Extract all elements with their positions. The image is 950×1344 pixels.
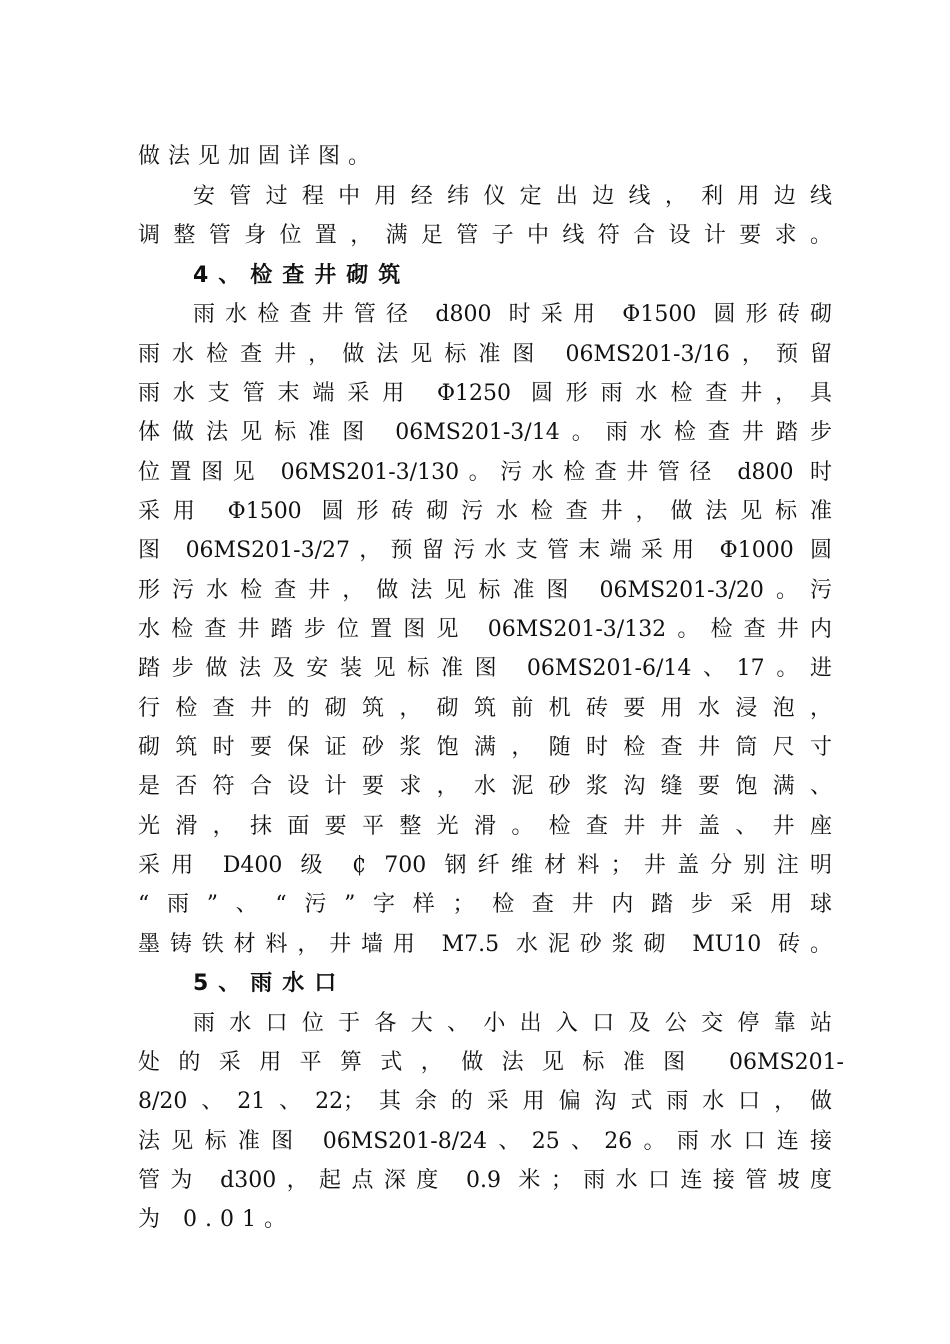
paragraph-line: 为 0.01。 (138, 1207, 294, 1232)
paragraph-line: 踏步做法及安装见标准图 06MS201-6/14、17。进 (138, 656, 832, 681)
section-heading: 4、检查井砌筑 (193, 263, 411, 288)
paragraph-line: 雨水检查井管径 d800 时采用 Φ1500 圆形砖砌 (193, 302, 832, 327)
paragraph-line: 雨水检查井，做法见标准图 06MS201-3/16，预留 (138, 342, 832, 367)
paragraph-line: 水检查井踏步位置图见 06MS201-3/132。检查井内 (138, 617, 832, 642)
paragraph-line: 是否符合设计要求，水泥砂浆沟缝要饱满、 (138, 774, 832, 799)
paragraph-line: 法见标准图 06MS201-8/24、25、26。雨水口连接 (138, 1129, 832, 1154)
section-heading: 5、雨水口 (193, 971, 347, 996)
paragraph-line: 砌筑时要保证砂浆饱满，随时检查井筒尺寸 (138, 735, 832, 760)
paragraph-line: 位置图见 06MS201-3/130。污水检查井管径 d800 时 (138, 460, 832, 485)
paragraph-line: 体做法见标准图 06MS201-3/14。雨水检查井踏步 (138, 420, 832, 445)
paragraph-line: 采用 D400 级 ₵ 700 钢纤维材料；井盖分别注明 (138, 853, 832, 878)
paragraph-line: 图 06MS201-3/27，预留污水支管末端采用 Φ1000 圆 (138, 538, 832, 563)
paragraph-line: 雨水支管末端采用 Φ1250 圆形雨水检查井，具 (138, 381, 832, 406)
paragraph-line: 形污水检查井，做法见标准图 06MS201-3/20。污 (138, 578, 832, 603)
paragraph-line: 采用 Φ1500 圆形砖砌污水检查井，做法见标准 (138, 499, 832, 524)
paragraph-line: 管为 d300，起点深度 0.9 米；雨水口连接管坡度 (138, 1168, 832, 1193)
paragraph-line: 光滑，抹面要平整光滑。检查井井盖、井座 (138, 814, 832, 839)
paragraph-line: “雨”、“污”字样；检查井内踏步采用球 (138, 892, 832, 917)
paragraph-line: 调整管身位置，满足管子中线符合设计要求。 (138, 223, 832, 248)
paragraph-line: 雨水口位于各大、小出入口及公交停靠站 (193, 1011, 832, 1036)
paragraph-line: 做法见加固详图。 (138, 144, 379, 169)
paragraph-line: 8/20、21、22；其余的采用偏沟式雨水口，做 (138, 1089, 832, 1114)
paragraph-line: 墨铸铁材料，井墙用 M7.5 水泥砂浆砌 MU10 砖。 (138, 932, 832, 957)
paragraph-line: 行检查井的砌筑，砌筑前机砖要用水浸泡， (138, 696, 832, 721)
paragraph-line: 安管过程中用经纬仪定出边线，利用边线 (193, 184, 832, 209)
paragraph-line: 处的采用平箅式，做法见标准图 06MS201- (138, 1050, 844, 1075)
